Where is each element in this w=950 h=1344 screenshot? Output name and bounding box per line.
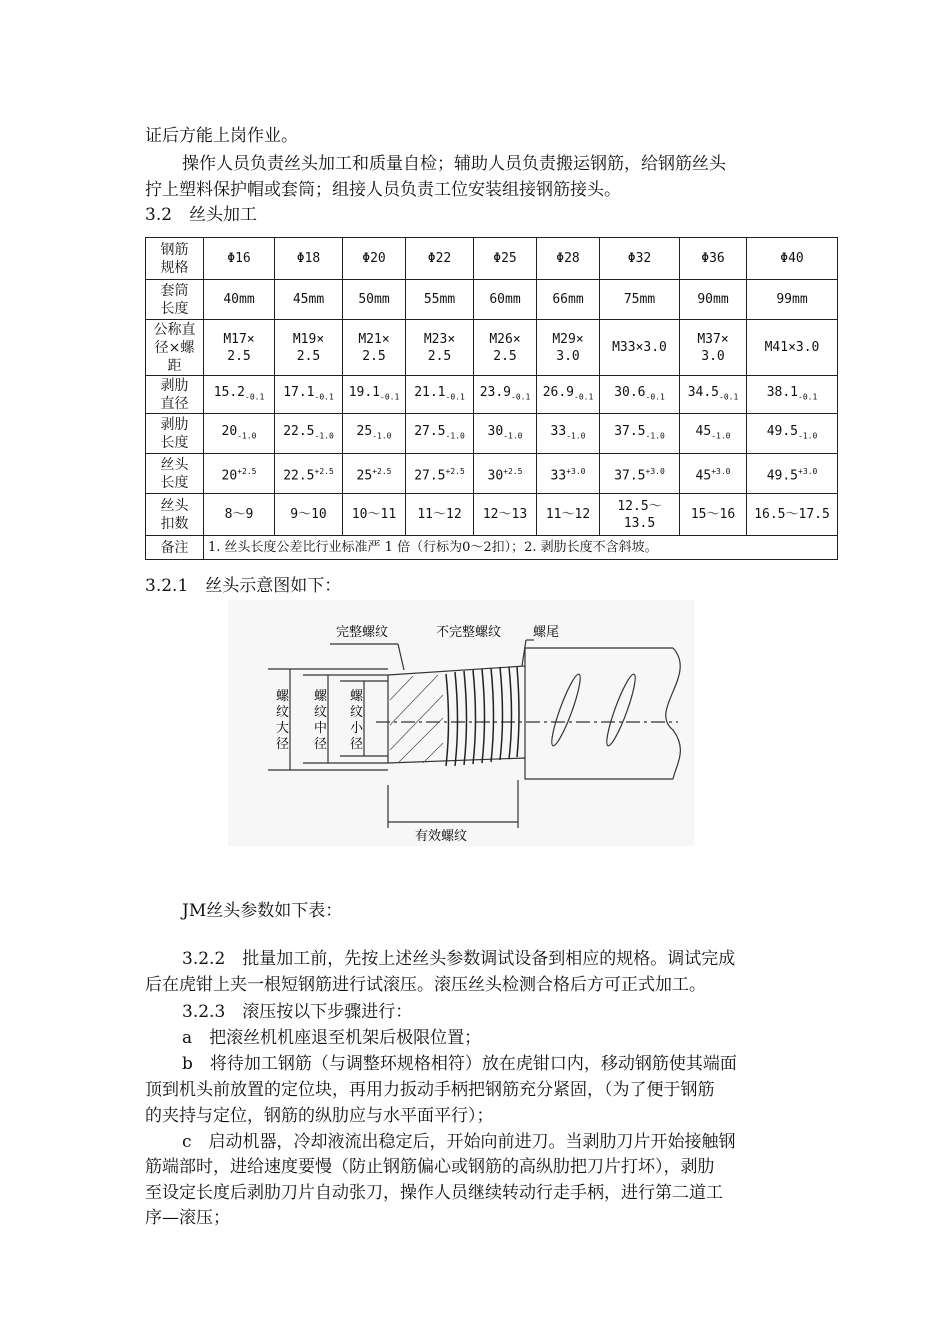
row-header-line: 剥肋 [160,377,189,394]
cell-line: 12～13 [482,507,528,522]
paragraph-line: 顶到机头前放置的定位块，再用力扳动手柄把钢筋充分紧固，（为了便于钢筋 [145,1080,715,1100]
cell-line: 10～11 [351,507,397,522]
table-cell: Φ22 [406,238,474,280]
cell-line: M29× [552,331,584,347]
paragraph-line: 的夹持与定位，钢筋的纵肋应与水平面平行）； [145,1106,494,1126]
cell-tolerance: +2.5 [503,466,523,476]
table-cell [747,376,838,414]
table-cell [537,320,600,376]
cell-tolerance: -1.0 [372,431,392,441]
table-cell [204,376,275,414]
section-heading: 3.2 丝头加工 [145,205,258,225]
thread-diagram-svg [228,600,694,846]
table-cell [406,454,474,494]
diameter-label-char: 中 [314,721,328,736]
table-cell [275,494,343,536]
cell-tolerance: -1.0 [566,431,586,441]
label-thread-tail: 螺尾 [533,625,560,640]
table-cell [747,454,838,494]
table-cell [474,494,537,536]
cell-value: 30.6 [614,384,646,400]
table-cell [537,454,600,494]
table-row [146,320,838,376]
table-cell [680,494,747,536]
row-header [146,280,204,320]
cell-line: M21× [358,331,390,347]
table-cell [275,320,343,376]
paragraph-line: 筋端部时，进给速度要慢（防止钢筋偏心或钢筋的高纵肋把刀片打坏），剥肋 [145,1157,715,1177]
cell-line: M41×3.0 [764,340,820,355]
row-header-line: 直径 [160,395,189,412]
row-header-line: 钢筋 [160,241,189,258]
diameter-label-char: 纹 [314,705,328,720]
cell-value: 20 [221,423,238,439]
table-cell: Φ40 [747,238,838,280]
table-cell [406,494,474,536]
cell-value: 22.5 [283,468,315,484]
paragraph-line: 拧上塑料保护帽或套筒；组接人员负责工位安装组接钢筋接头。 [145,180,621,200]
table-cell [747,494,838,536]
table-cell [600,320,680,376]
table-cell: Φ16 [204,238,275,280]
cell-tolerance: -0.1 [719,392,739,402]
table-cell [343,376,406,414]
paragraph-line: b 将待加工钢筋（与调整环规格相符）放在虎钳口内，移动钢筋使其端面 [182,1054,737,1074]
cell-line: 2.5 [427,348,452,364]
table-cell: Φ18 [275,238,343,280]
cell-line: 9～10 [290,507,327,522]
diameter-label-char: 大 [276,721,290,736]
table-cell [474,376,537,414]
cell-tolerance: -1.0 [798,431,818,441]
row-header-line: 长度 [160,300,189,317]
cell-line: M23× [423,331,456,347]
cell-value: 27.5 [414,468,446,484]
cell-line: M37× [697,331,729,347]
cell-tolerance: -0.1 [445,392,465,402]
cell-value: 22.5 [283,423,315,439]
paragraph-line: a 把滚丝机机座退至机架后极限位置； [182,1028,482,1048]
cell-value: 21.1 [414,384,446,400]
table-cell [275,454,343,494]
cell-tolerance: -0.1 [511,392,531,402]
diameter-label-char: 小 [350,721,364,736]
cell-line: 2.5 [227,348,251,364]
cell-tolerance: -1.0 [237,431,257,441]
table-row [146,280,838,320]
diameter-label-char: 径 [276,737,290,752]
cell-tolerance: +2.5 [314,466,334,476]
cell-line: 12.5～ [617,498,662,514]
table-row [146,494,838,536]
row-header-line: 长度 [160,474,189,491]
cell-tolerance: -0.1 [314,392,334,402]
table-cell [680,320,747,376]
cell-value: 19.1 [348,384,381,400]
note-cell: 1. 丝头长度公差比行业标准严 1 倍（行标为0～2扣）；2. 剥肋长度不含斜坡。 [204,536,838,560]
cell-line: 11～12 [417,507,462,522]
cell-value: 17.1 [283,384,315,400]
cell-line: 2.5 [493,348,517,364]
table-cell [680,376,747,414]
cell-line: 16.5～17.5 [754,507,830,522]
table-cell: 40mm [204,280,275,320]
table-cell [204,494,275,536]
cell-line: M26× [489,331,521,347]
row-header-line: 剥肋 [160,416,189,433]
table-cell: 55mm [406,280,474,320]
table-cell: Φ32 [600,238,680,280]
cell-value: 23.9 [479,384,512,400]
paragraph-line: 至设定长度后剥肋刀片自动张刀，操作人员继续转动行走手柄，进行第二道工 [145,1183,723,1203]
cell-value: 45 [695,423,712,439]
row-header-line: 公称直 [153,321,196,338]
paragraph-line: 后在虎钳上夹一根短钢筋进行试滚压。滚压丝头检测合格后方可正式加工。 [145,975,706,995]
row-header [146,376,204,414]
table-cell [537,494,600,536]
table-cell [537,376,600,414]
cell-line: 3.0 [556,348,580,364]
diameter-label-char: 螺 [276,689,290,704]
cell-value: 37.5 [614,468,646,484]
label-full-thread: 完整螺纹 [336,625,389,640]
table-cell: 45mm [275,280,343,320]
table-cell: 99mm [747,280,838,320]
table-cell [747,320,838,376]
paragraph-line: 操作人员负责丝头加工和质量自检；辅助人员负责搬运钢筋，给钢筋丝头 [182,154,726,174]
table-cell [680,414,747,454]
cell-tolerance: -0.1 [380,392,400,402]
paragraph-line: 序—滚压； [145,1208,230,1228]
paragraph-line: JM丝头参数如下表： [182,901,343,921]
row-header [146,414,204,454]
cell-value: 37.5 [614,423,646,439]
table-row [146,376,838,414]
diameter-label-char: 纹 [276,705,290,720]
diameter-label-char: 螺 [314,689,328,704]
table-cell: Φ25 [474,238,537,280]
figure-caption: 3.2.1 丝头示意图如下： [145,576,342,596]
table-cell [343,320,406,376]
paragraph-line: 证后方能上岗作业。 [145,126,298,146]
diameter-label-char: 纹 [350,705,364,720]
table-cell [680,454,747,494]
row-header [146,494,204,536]
table-row [146,454,838,494]
table-cell: 75mm [600,280,680,320]
table-cell [275,376,343,414]
cell-value: 49.5 [766,423,799,439]
cell-tolerance: +2.5 [445,466,465,476]
table-cell [343,414,406,454]
cell-tolerance: -1.0 [314,431,334,441]
row-header [146,454,204,494]
cell-tolerance: -1.0 [645,431,665,441]
row-header-line: 丝头 [160,497,189,514]
cell-tolerance: +3.0 [711,466,731,476]
table-cell [600,414,680,454]
row-header-line: 套筒 [160,282,189,299]
row-header-line: 丝头 [160,456,189,473]
table-cell [275,414,343,454]
paragraph-line: 3.2.3 滚压按以下步骤进行： [182,1002,413,1022]
table-cell: 60mm [474,280,537,320]
cell-value: 38.1 [766,384,799,400]
cell-tolerance: -0.1 [798,392,818,402]
cell-line: M17× [223,331,255,347]
diameter-label-char: 螺 [350,689,364,704]
thread-diagram [228,600,694,846]
cell-line: 8～9 [224,507,254,522]
table-cell: Φ20 [343,238,406,280]
table-cell [406,376,474,414]
table-cell [204,320,275,376]
table-cell [406,414,474,454]
cell-tolerance: -0.1 [245,392,265,402]
row-header-line: 规格 [160,259,189,276]
cell-tolerance: -0.1 [574,392,594,402]
table-cell [204,414,275,454]
table-cell: Φ36 [680,238,747,280]
cell-tolerance: +3.0 [645,466,665,476]
diameter-label-char: 径 [314,737,328,752]
table-row-note [146,536,838,560]
thread-parameter-table [145,237,838,560]
cell-tolerance: -1.0 [445,431,465,441]
cell-value: 30 [487,423,504,439]
table-cell [600,494,680,536]
cell-value: 27.5 [414,423,446,439]
cell-tolerance: -1.0 [711,431,731,441]
cell-line: 2.5 [362,348,386,364]
row-header-line: 距 [167,357,182,374]
table-cell [204,454,275,494]
cell-tolerance: +2.5 [372,466,392,476]
cell-tolerance: -1.0 [503,431,523,441]
cell-tolerance: +2.5 [237,466,257,476]
table-cell [343,454,406,494]
cell-line: M33×3.0 [612,340,667,355]
cell-value: 20 [221,468,238,484]
cell-value: 30 [487,468,504,484]
table-cell [343,494,406,536]
table-row [146,238,838,280]
table-cell: 66mm [537,280,600,320]
table-cell [537,414,600,454]
table-cell [474,454,537,494]
table-cell: 50mm [343,280,406,320]
cell-tolerance: -0.1 [645,392,665,402]
cell-tolerance: +3.0 [798,466,818,476]
cell-line: 15～16 [690,507,736,522]
paragraph-line: c 启动机器，冷却液流出稳定后，开始向前进刀。当剥肋刀片开始接触钢 [182,1132,736,1152]
label-effective-thread: 有效螺纹 [415,829,468,844]
cell-line: 2.5 [296,348,321,364]
table-cell [600,454,680,494]
table-cell [406,320,474,376]
cell-tolerance: +3.0 [566,466,586,476]
cell-line: M19× [292,331,325,347]
table-cell [474,414,537,454]
cell-value: 25 [356,423,373,439]
cell-value: 25 [356,468,373,484]
row-header-line: 长度 [160,434,189,451]
cell-line: 13.5 [623,515,656,531]
diameter-label-char: 径 [350,737,364,752]
table-cell [747,414,838,454]
cell-value: 26.9 [542,384,575,400]
cell-value: 15.2 [213,384,246,400]
table-cell: 90mm [680,280,747,320]
table-cell [600,376,680,414]
cell-value: 33 [550,468,567,484]
row-header [146,320,204,376]
label-incomplete-thread: 不完整螺纹 [436,625,502,640]
cell-value: 49.5 [766,468,799,484]
table-cell [474,320,537,376]
row-header-line: 扣数 [160,515,189,532]
cell-value: 45 [695,468,712,484]
row-header-line: 径×螺 [154,339,195,356]
row-header [146,238,204,280]
paragraph-line: 3.2.2 批量加工前，先按上述丝头参数调试设备到相应的规格。调试完成 [182,949,736,969]
cell-line: 3.0 [701,348,725,364]
cell-value: 34.5 [687,384,720,400]
row-header: 备注 [146,536,204,560]
table-row [146,414,838,454]
cell-value: 33 [550,423,567,439]
cell-line: 11～12 [545,507,591,522]
table-cell: Φ28 [537,238,600,280]
